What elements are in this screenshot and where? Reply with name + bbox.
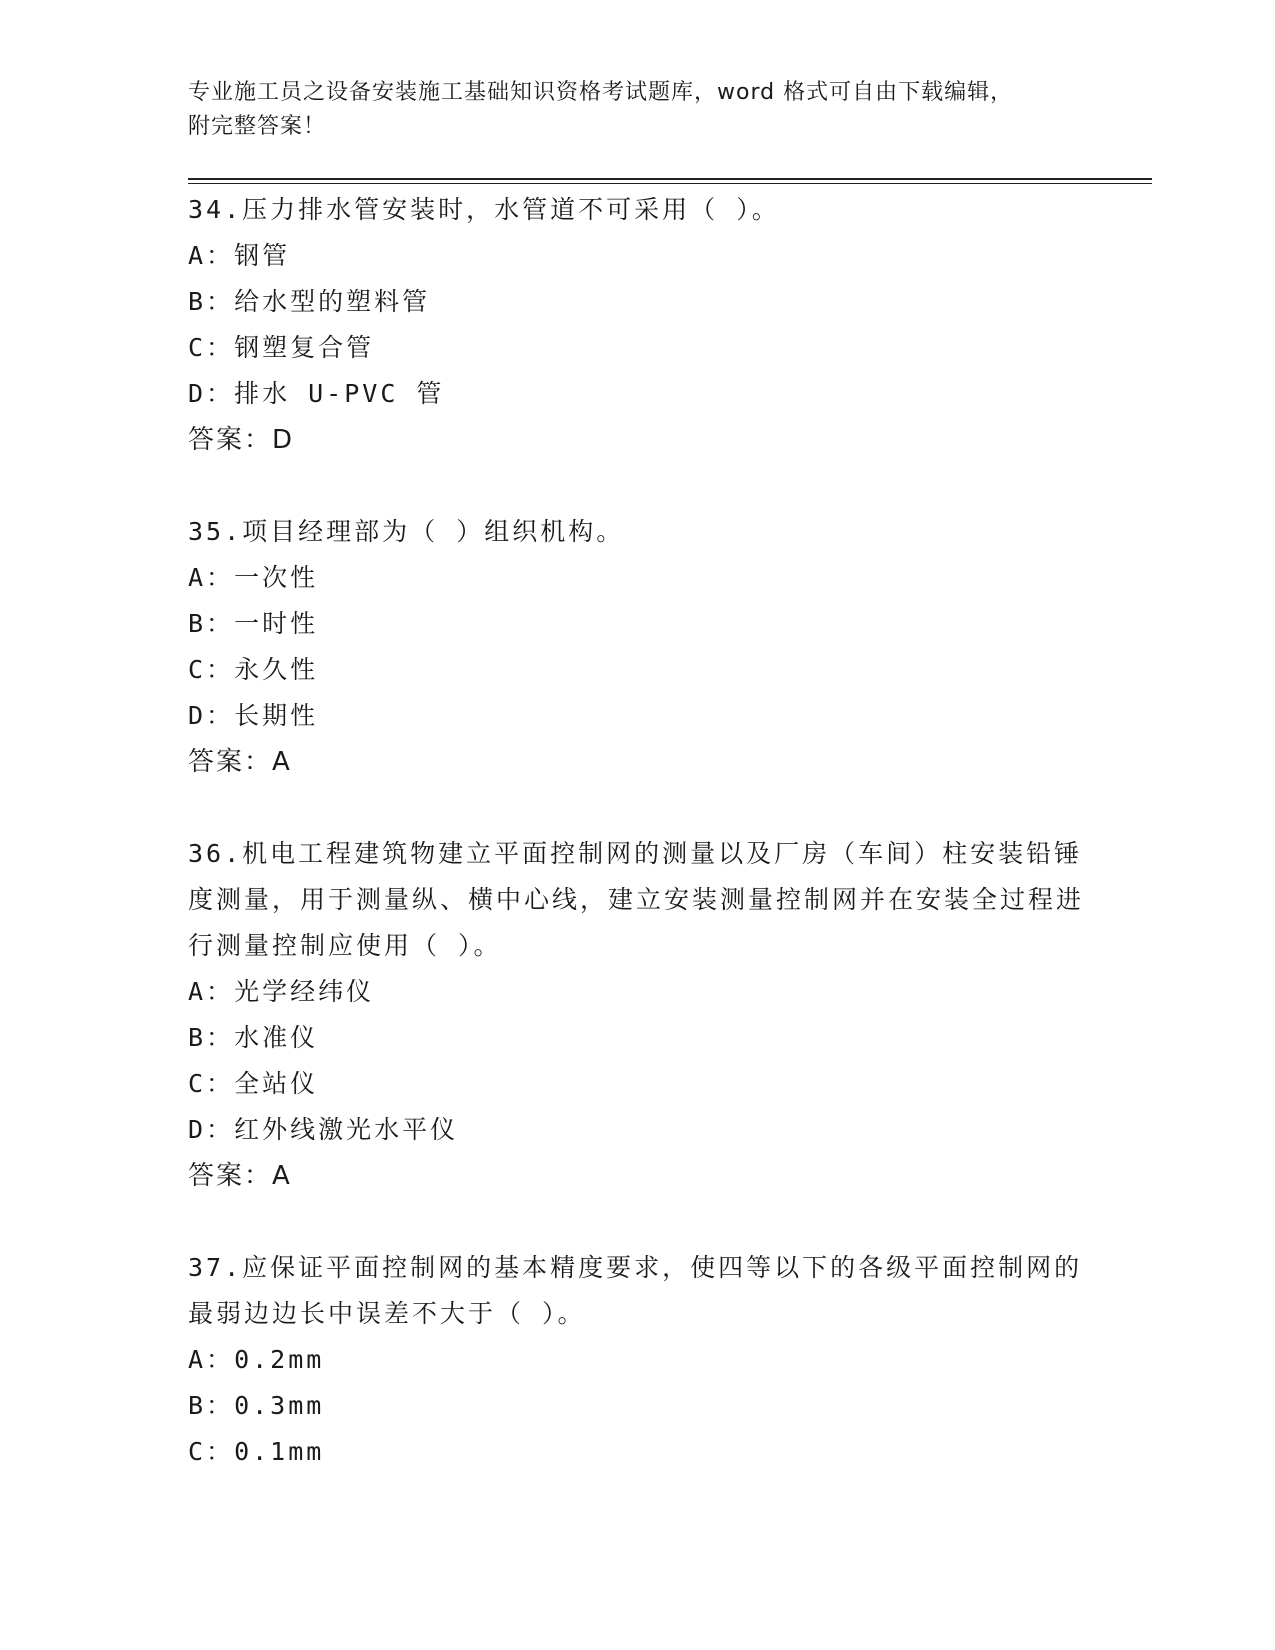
option-c bbox=[188, 1429, 1088, 1475]
option-c bbox=[188, 325, 1088, 371]
option-text: 0.1mm bbox=[234, 1437, 325, 1466]
question-text: 37.应保证平面控制网的基本精度要求，使四等以下的各级平面控制网的最弱边边长中误差不大于（ ）。 bbox=[188, 1253, 1083, 1328]
header-title-line-1: 专业施工员之设备安装施工基础知识资格考试题库，word 格式可自由下载编辑， bbox=[188, 80, 1014, 105]
option-text: 给水型的塑料管 bbox=[234, 287, 431, 316]
answer-line: 答案：A bbox=[188, 1161, 292, 1191]
option-d bbox=[188, 1107, 1088, 1153]
option-text: 0.2mm bbox=[234, 1345, 325, 1374]
option-key: D： bbox=[188, 379, 235, 408]
answer-line: 答案：A bbox=[188, 747, 292, 777]
option-key: D： bbox=[188, 701, 235, 730]
option-text: 0.3mm bbox=[234, 1391, 325, 1420]
option-key: C： bbox=[188, 333, 235, 362]
option-d bbox=[188, 371, 1088, 417]
answer-line: 答案：D bbox=[188, 425, 295, 455]
option-key: B： bbox=[188, 609, 235, 638]
option-b bbox=[188, 1015, 1088, 1061]
option-b bbox=[188, 279, 1088, 325]
header-divider-thick bbox=[188, 178, 1152, 180]
header-divider-thin bbox=[188, 183, 1152, 184]
option-key: A： bbox=[188, 563, 235, 592]
question-text: 34.压力排水管安装时，水管道不可采用（ ）。 bbox=[188, 195, 780, 224]
option-text: 全站仪 bbox=[234, 1069, 319, 1098]
option-a bbox=[188, 969, 1088, 1015]
option-key: C： bbox=[188, 655, 235, 684]
option-text: 一次性 bbox=[234, 563, 319, 592]
question-text: 36.机电工程建筑物建立平面控制网的测量以及厂房（车间）柱安装铅锤度测量，用于测量纵、横中心线，建立安装测量控制网并在安装全过程进行测量控制应使用（ ）。 bbox=[188, 839, 1085, 960]
question-37 bbox=[188, 1245, 1088, 1475]
option-key: C： bbox=[188, 1437, 235, 1466]
option-text: 长期性 bbox=[234, 701, 319, 730]
option-key: B： bbox=[188, 287, 235, 316]
option-a bbox=[188, 1337, 1088, 1383]
option-key: A： bbox=[188, 977, 235, 1006]
document-header bbox=[188, 76, 1068, 144]
question-34 bbox=[188, 187, 1088, 463]
option-key: A： bbox=[188, 241, 235, 270]
option-key: B： bbox=[188, 1023, 235, 1052]
option-key: C： bbox=[188, 1069, 235, 1098]
option-key: D： bbox=[188, 1115, 235, 1144]
option-c bbox=[188, 647, 1088, 693]
option-b bbox=[188, 601, 1088, 647]
question-36 bbox=[188, 831, 1088, 1199]
option-text: 钢管 bbox=[234, 241, 291, 270]
question-text: 35.项目经理部为（ ）组织机构。 bbox=[188, 517, 625, 546]
question-list bbox=[188, 187, 1088, 1521]
option-key: B： bbox=[188, 1391, 235, 1420]
option-a bbox=[188, 233, 1088, 279]
option-text: 红外线激光水平仪 bbox=[234, 1115, 459, 1144]
option-text: 钢塑复合管 bbox=[234, 333, 375, 362]
option-c bbox=[188, 1061, 1088, 1107]
option-text: 排水 U-PVC 管 bbox=[234, 379, 445, 408]
option-text: 永久性 bbox=[234, 655, 319, 684]
option-d bbox=[188, 693, 1088, 739]
option-b bbox=[188, 1383, 1088, 1429]
option-text: 一时性 bbox=[234, 609, 319, 638]
option-key: A： bbox=[188, 1345, 235, 1374]
header-title-line-2: 附完整答案！ bbox=[188, 114, 327, 139]
option-a bbox=[188, 555, 1088, 601]
question-35 bbox=[188, 509, 1088, 785]
option-text: 水准仪 bbox=[234, 1023, 319, 1052]
option-text: 光学经纬仪 bbox=[234, 977, 375, 1006]
